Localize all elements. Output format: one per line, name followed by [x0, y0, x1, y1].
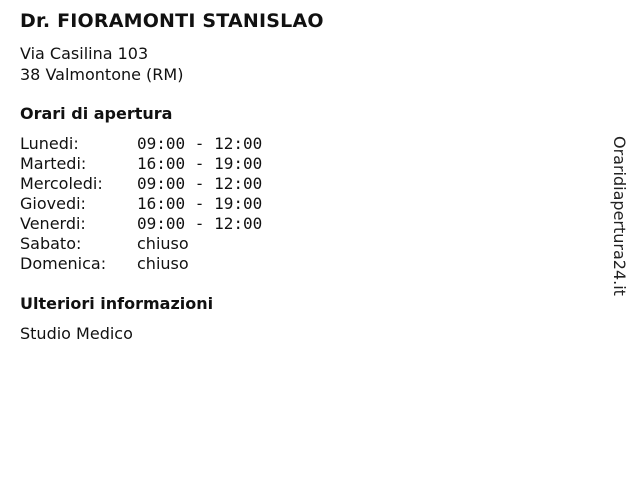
day-label: Venerdi:	[20, 214, 86, 233]
opening-hours-heading: Orari di apertura	[20, 104, 173, 123]
time-value: 16:00 - 19:00	[137, 194, 263, 213]
further-info-heading: Ulteriori informazioni	[20, 294, 214, 313]
brand-watermark: Oraridiapertura24.it	[610, 136, 629, 296]
day-label: Giovedi:	[20, 194, 86, 213]
day-label: Mercoledi:	[20, 174, 103, 193]
time-value: 09:00 - 12:00	[137, 174, 263, 193]
time-value: chiuso	[137, 234, 189, 253]
business-name: Dr. FIORAMONTI STANISLAO	[20, 10, 324, 32]
day-label: Sabato:	[20, 234, 82, 253]
time-value: 09:00 - 12:00	[137, 214, 263, 233]
day-label: Martedi:	[20, 154, 87, 173]
time-value: 16:00 - 19:00	[137, 154, 263, 173]
address-city: 38 Valmontone (RM)	[20, 65, 184, 84]
time-value: chiuso	[137, 254, 189, 273]
day-label: Lunedi:	[20, 134, 79, 153]
business-address	[20, 43, 183, 85]
address-street: Via Casilina 103	[20, 44, 149, 63]
time-value: 09:00 - 12:00	[137, 134, 263, 153]
further-info-text: Studio Medico	[20, 324, 133, 343]
day-label: Domenica:	[20, 254, 107, 273]
